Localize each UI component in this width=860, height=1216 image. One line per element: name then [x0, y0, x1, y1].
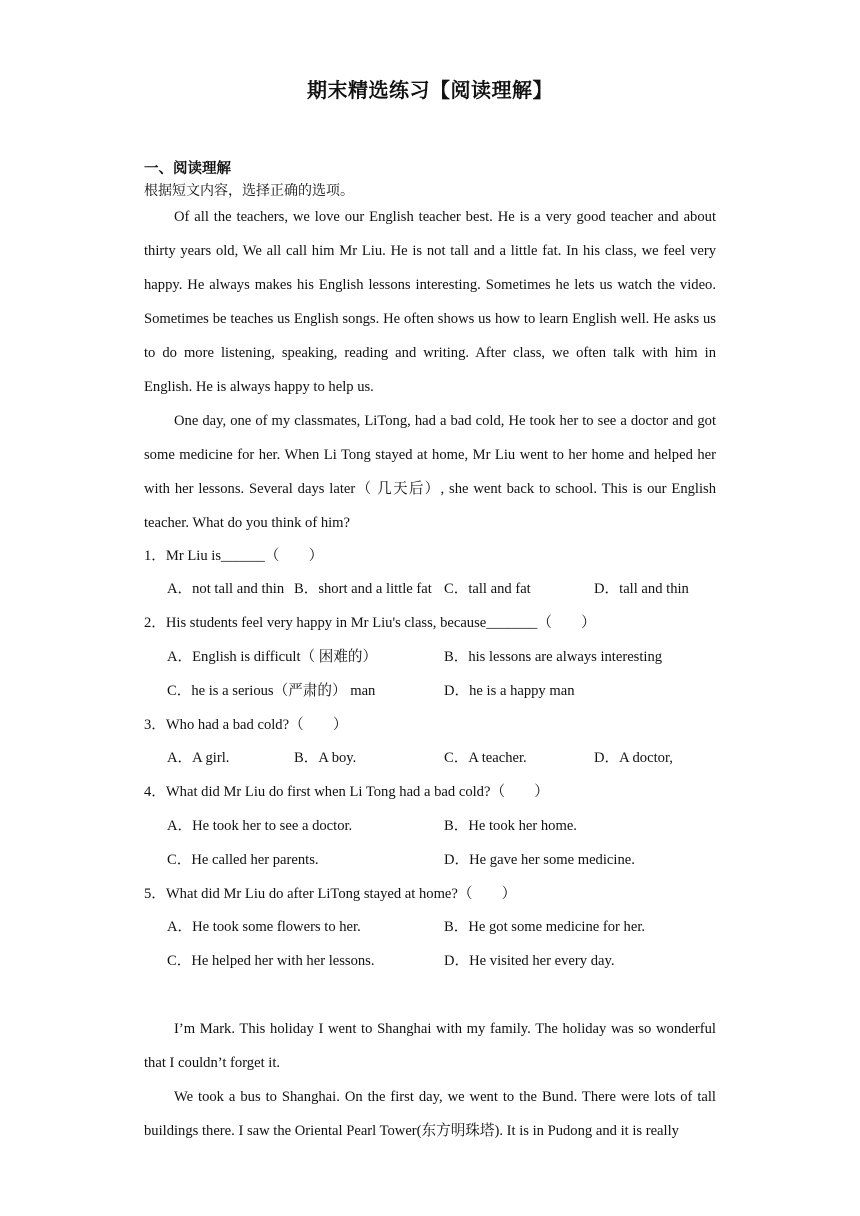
question-3-option-b: B．A boy.: [294, 750, 357, 766]
question-1-option-a: A．not tall and thin: [167, 581, 285, 597]
question-5-option-d: D．He visited her every day.: [444, 953, 615, 969]
question-4-option-d: D．He gave her some medicine.: [444, 852, 635, 868]
instruction-text: 根据短文内容，选择正确的选项。: [144, 183, 354, 199]
question-3-option-a: A．A girl.: [167, 750, 230, 766]
question-1-option-b: B．short and a little fat: [294, 581, 432, 597]
passage1-paragraph-2: One day, one of my classmates, LiTong, had a bad cold, He took her to see a doctor and got some medicine for her. When Li Tong stayed at home, Mr Liu went to her home and helped her with her lessons. Several days later（ 几天后）, she went back to school. This is our English teacher. What do you think of him?: [144, 413, 716, 531]
question-4-option-a: A．He took her to see a doctor.: [167, 818, 353, 834]
question-5-option-c: C．He helped her with her lessons.: [167, 953, 375, 969]
passage1-paragraph-1: Of all the teachers, we love our English teacher best. He is a very good teacher and about thirty years old, We all call him Mr Liu. He is not tall and a little fat. In his class, we feel very happy. He always makes his English lessons interesting. Sometimes he lets us watch the video. Sometimes be teaches us English songs. He often shows us how to learn English well. He asks us to do more listening, speaking, reading and writing. After class, we often talk with him in English. He is always happy to help us.: [144, 209, 716, 395]
question-4-option-b: B．He took her home.: [444, 818, 577, 834]
question-2-stem: 2．His students feel very happy in Mr Liu's class, because_______（ ）: [144, 615, 596, 631]
section-heading: 一、阅读理解: [144, 161, 231, 177]
question-5-stem: 5．What did Mr Liu do after LiTong stayed at home?（ ）: [144, 886, 517, 902]
question-2-option-b: B．his lessons are always interesting: [444, 649, 663, 665]
question-5-option-b: B．He got some medicine for her.: [444, 919, 646, 935]
passage2-paragraph-2: We took a bus to Shanghai. On the first day, we went to the Bund. There were lots of tall buildings there. I saw the Oriental Pearl Tower(东方明珠塔). It is in Pudong and it is really: [144, 1089, 716, 1139]
question-1-stem: 1．Mr Liu is______（ ）: [144, 548, 324, 564]
question-3-stem: 3．Who had a bad cold?（ ）: [144, 717, 348, 733]
question-3-option-c: C．A teacher.: [444, 750, 527, 766]
question-1-option-d: D．tall and thin: [594, 581, 689, 597]
question-5-option-a: A．He took some flowers to her.: [167, 919, 361, 935]
question-3-option-d: D．A doctor,: [594, 750, 673, 766]
question-1-option-c: C．tall and fat: [444, 581, 531, 597]
question-2-option-a: A．English is difficult（ 困难的）: [167, 649, 378, 665]
question-4-stem: 4．What did Mr Liu do first when Li Tong had a bad cold?（ ）: [144, 784, 549, 800]
question-4-option-c: C．He called her parents.: [167, 852, 319, 868]
question-2-option-d: D．he is a happy man: [444, 683, 575, 699]
passage2-paragraph-1: I’m Mark. This holiday I went to Shanghai with my family. The holiday was so wonderful that I couldn’t forget it.: [144, 1021, 716, 1071]
question-2-option-c: C．he is a serious（严肃的） man: [167, 683, 376, 699]
page-title: 期末精选练习【阅读理解】: [307, 78, 553, 102]
